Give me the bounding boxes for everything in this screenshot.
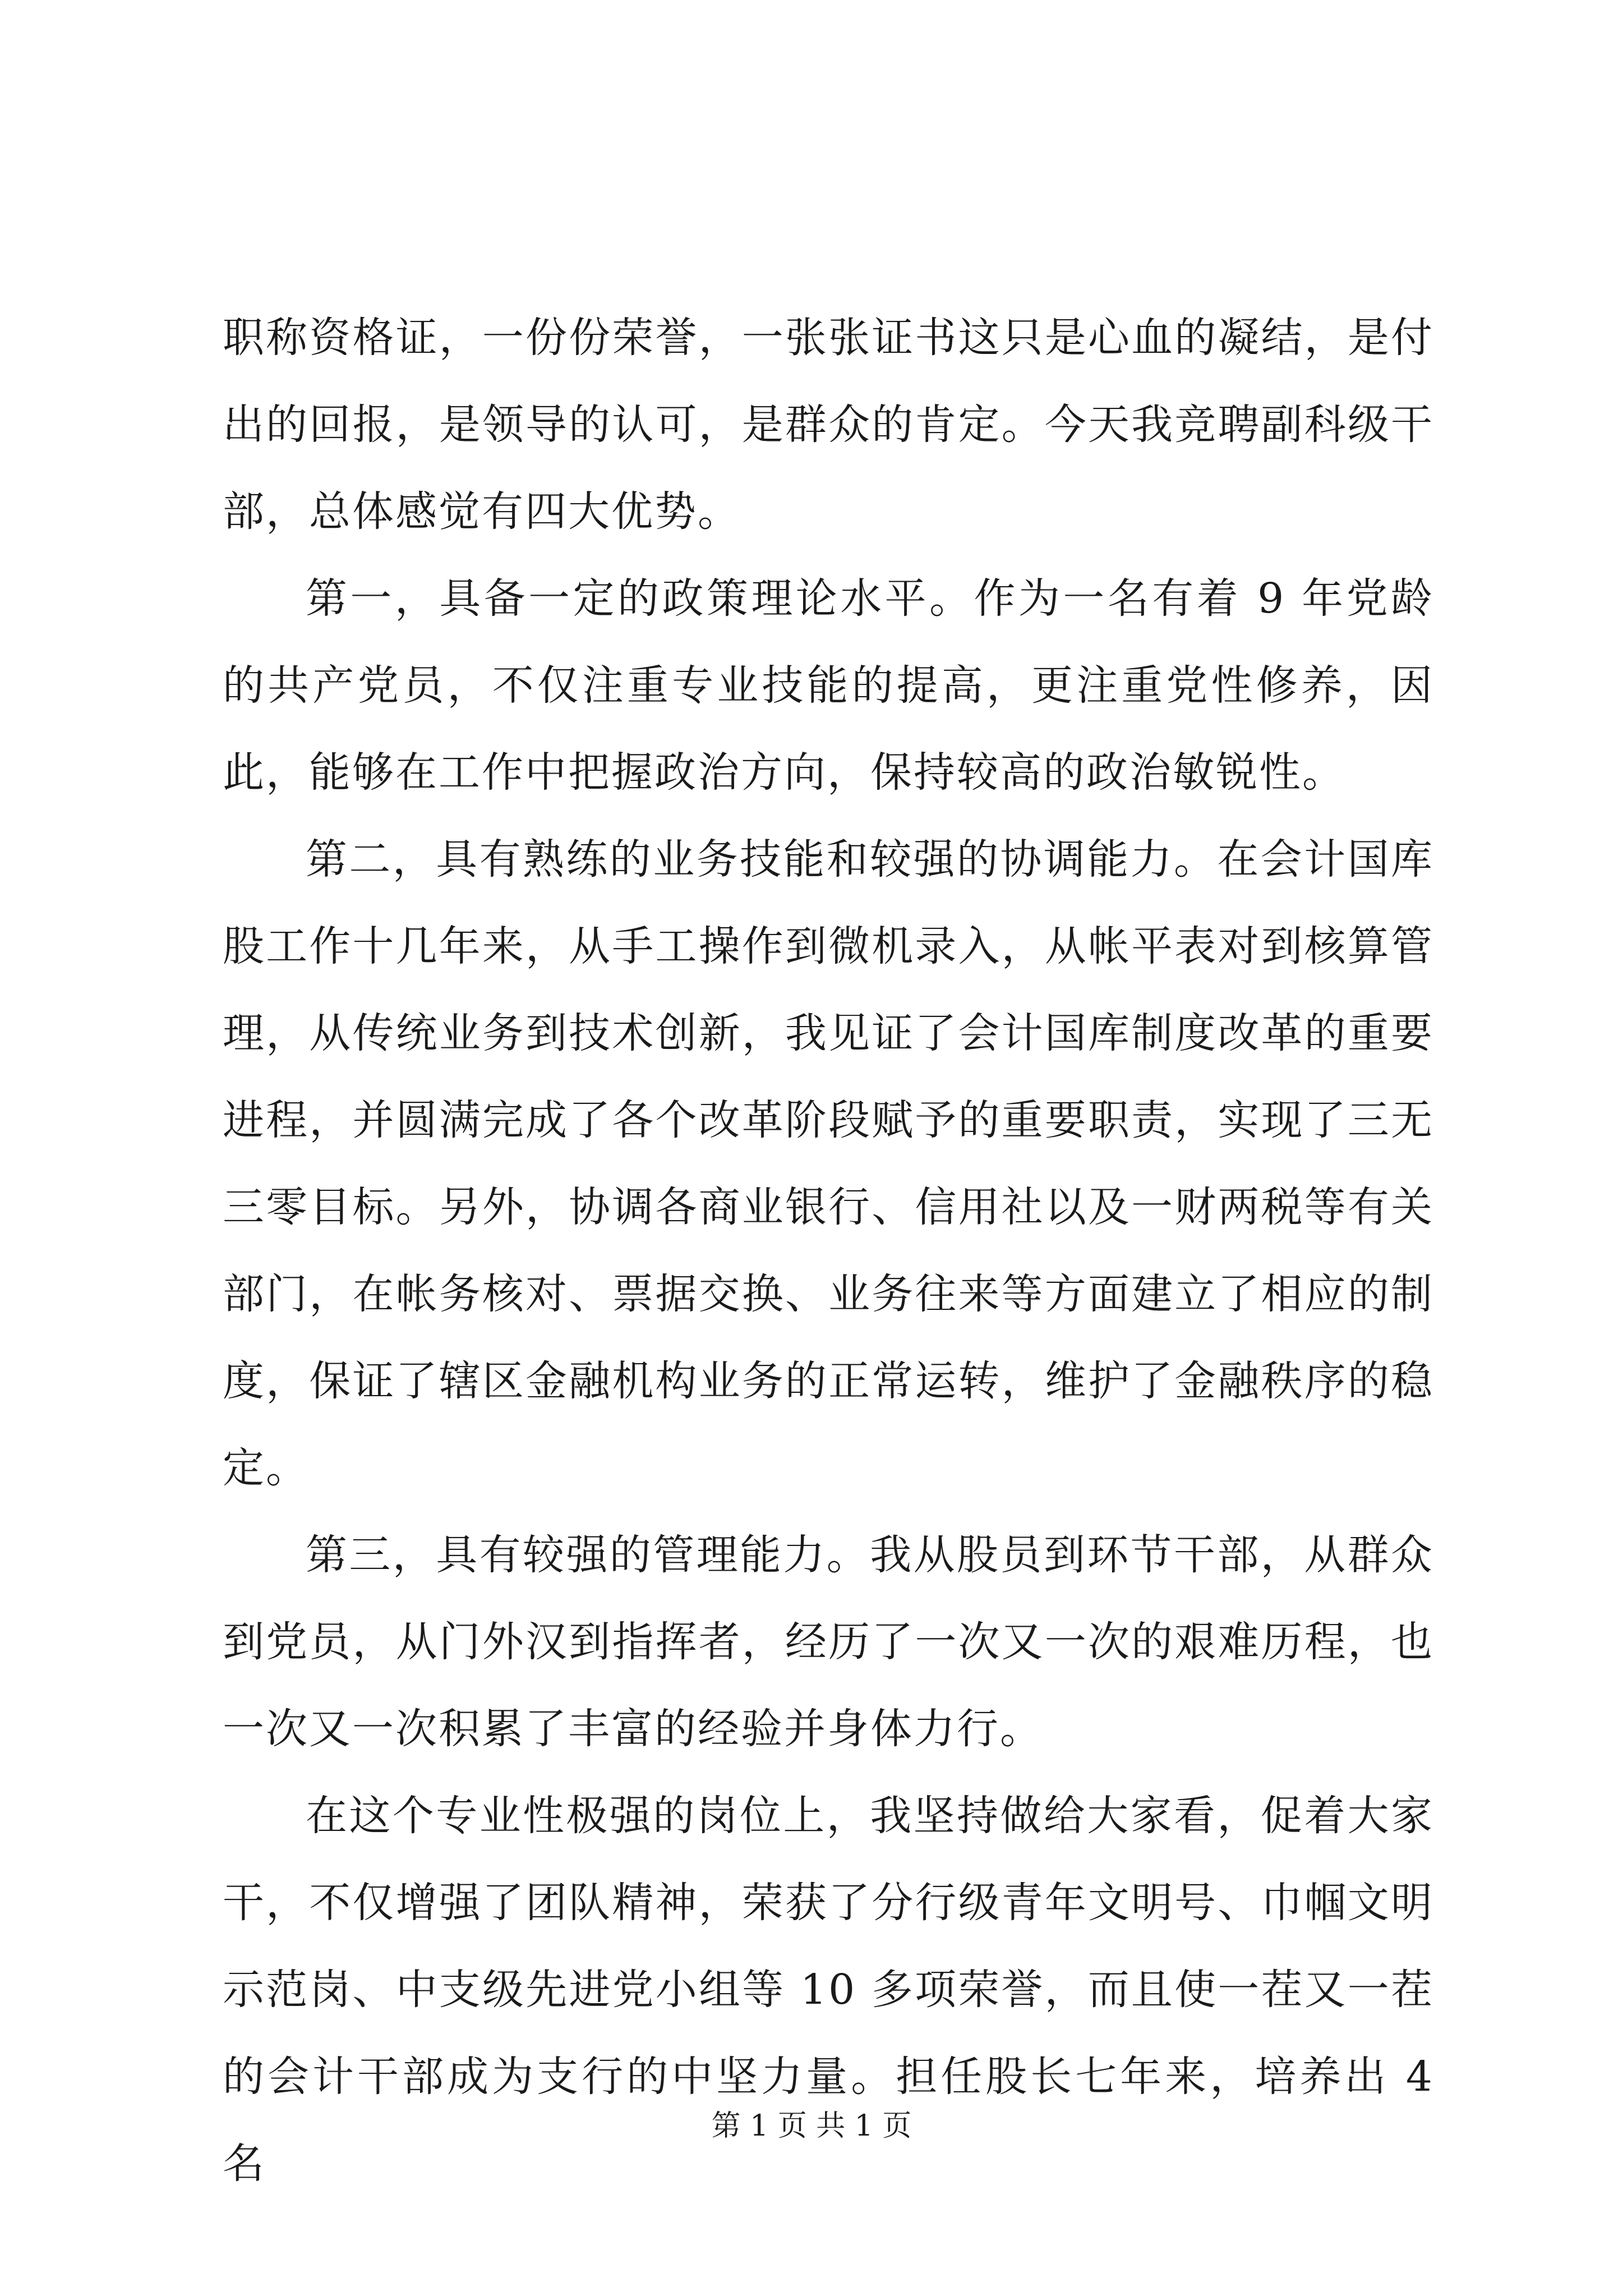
paragraph-1: 职称资格证，一份份荣誉，一张张证书这只是心血的凝结，是付出的回报，是领导的认可，是群众的肯定。今天我竞聘副科级干部，总体感觉有四大优势。 [223,314,1434,536]
paragraph-3: 第二，具有熟练的业务技能和较强的协调能力。在会计国库股工作十几年来，从手工操作到微机录入，从帐平表对到核算管理，从传统业务到技术创新，我见证了会计国库制度改革的重要进程，并圆满完成了各个改革阶段赋予的重要职责，实现了三无三零目标。另外，协调各商业银行、信用社以及一财两税等有关部门，在帐务核对、票据交换、业务往来等方面建立了相应的制度，保证了辖区金融机构业务的正常运转，维护了金融秩序的稳定。 [223,835,1434,1492]
paragraph-2: 第一，具备一定的政策理论水平。作为一名有着 9 年党龄的共产党员，不仅注重专业技能的提高，更注重党性修养，因此，能够在工作中把握政治方向，保持较高的政治敏锐性。 [223,574,1434,797]
document-body [223,295,1434,2207]
page-number-label: 第 1 页 共 1 页 [711,2109,912,2143]
paragraph-5: 在这个专业性极强的岗位上，我坚持做给大家看，促着大家干，不仅增强了团队精神，荣获了分行级青年文明号、巾帼文明示范岗、中支级先进党小组等 10 多项荣誉，而且使一茬又一茬的会计干部成为支行的中坚力量。担任股长七年来，培养出 4 名 [223,1792,1434,2188]
page-footer [0,2106,1623,2146]
paragraph-4: 第三，具有较强的管理能力。我从股员到环节干部，从群众到党员，从门外汉到指挥者，经历了一次又一次的艰难历程，也一次又一次积累了丰富的经验并身体力行。 [223,1531,1434,1753]
